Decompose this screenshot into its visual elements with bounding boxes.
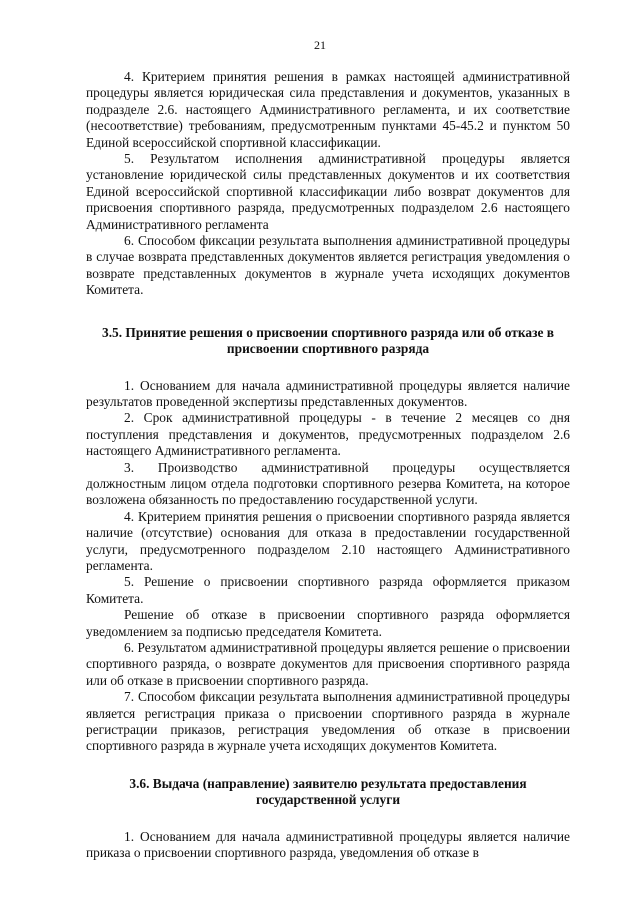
paragraph: 5. Результатом исполнения административной процедуры является установление юридической силы представленных документов и их соответствия Единой всероссийской спортивной классификации либо возврат документов для присвоения спортивного разряда, предусмотренных подразделом 2.6 настоящего Административного регламента [86, 151, 570, 232]
paragraph: 4. Критерием принятия решения о присвоении спортивного разряда является наличие (отсутствие) основания для отказа в предоставлении государственной услуги, предусмотренного подразделом 2.10 настоящего Административного регламента. [86, 508, 570, 573]
paragraph: 6. Способом фиксации результата выполнения административной процедуры в случае возврата представленных документов является регистрация уведомления о возврате представленных документов в журнале учета исходящих документов Комитета. [86, 233, 570, 298]
paragraph: 7. Способом фиксации результата выполнения административной процедуры является регистрация приказа о присвоении спортивного разряда в журнале регистрации приказов, регистрация уведомления об отказе в присвоении спортивного разряда в журнале учета исходящих документов Комитета. [86, 689, 570, 754]
page-number: 21 [314, 38, 326, 52]
paragraph: 5. Решение о присвоении спортивного разряда оформляется приказом Комитета. [86, 574, 570, 606]
paragraph: 3. Производство административной процедуры осуществляется должностным лицом отдела подготовки спортивного резерва Комитета, на которое возложена обязанность по предоставлению государственной услуги. [86, 459, 570, 508]
paragraph: Решение об отказе в присвоении спортивного разряда оформляется уведомлением за подписью председателя Комитета. [86, 607, 570, 639]
section-heading-3-5: 3.5. Принятие решения о присвоении спортивного разряда или об отказе в присвоении спортивного разряда [102, 324, 554, 357]
paragraph: 6. Результатом административной процедуры является решение о присвоении спортивного разряда, о возврате документов для присвоения спортивного разряда или об отказе в присвоении спортивного разряда. [86, 640, 570, 688]
section-34-continuation [86, 69, 570, 299]
paragraph: 1. Основанием для начала административной процедуры является наличие приказа о присвоении спортивного разряда, уведомления об отказе в [86, 828, 570, 861]
section-36-body [86, 829, 570, 862]
paragraph: 2. Срок административной процедуры - в течение 2 месяцев со дня поступления представления и документов, предусмотренных подразделом 2.6 настоящего Административного регламента. [86, 410, 570, 459]
paragraph: 1. Основанием для начала административной процедуры является наличие результатов проведенной экспертизы представленных документов. [86, 377, 570, 409]
section-heading-3-6: 3.6. Выдача (направление) заявителю результата предоставления государственной услуги [129, 775, 527, 808]
paragraph: 4. Критерием принятия решения в рамках настоящей административной процедуры является юридическая сила представления и документов, указанных в подразделе 2.6. настоящего Административного регламента, и их соответствие (несоответствие) требованиям, предусмотренным пунктами 45-45.2 и пунктом 50 Единой всероссийской спортивной классификации. [86, 69, 570, 150]
page-content [86, 69, 570, 861]
section-35-body [86, 378, 570, 755]
